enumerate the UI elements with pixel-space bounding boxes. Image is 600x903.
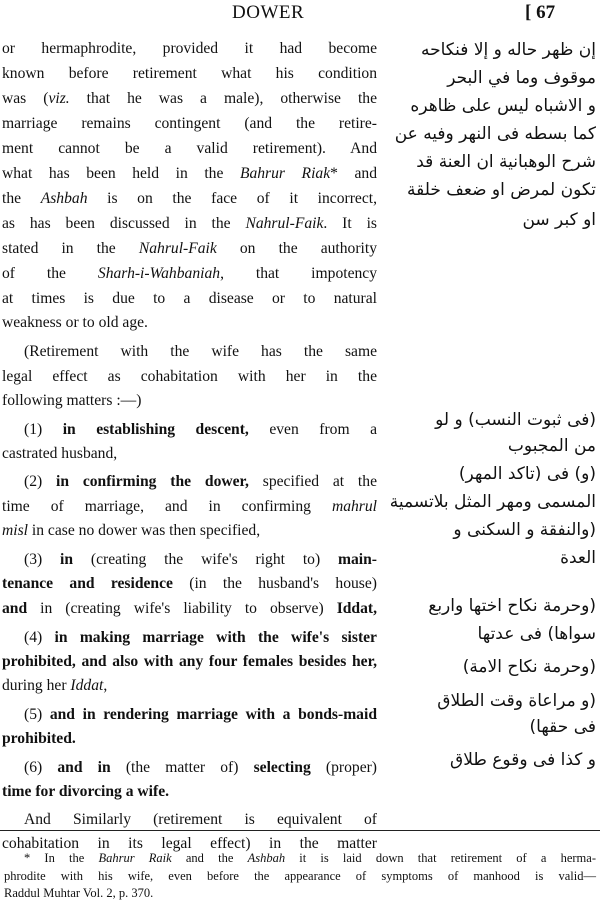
- text-run: prohibited.: [2, 730, 76, 747]
- running-title: DOWER: [232, 2, 305, 23]
- text-run: and the: [171, 851, 248, 865]
- arabic-line: إن ظهر حاله و إلا فنكاحه: [420, 40, 596, 60]
- text-line: [2, 162, 377, 186]
- text-line: [2, 650, 377, 674]
- text-run: weakness or to old age.: [2, 314, 148, 331]
- arabic-line: شرح الوهبانية ان العنة قد: [416, 152, 596, 172]
- arabic-line: (و مراعاة وقت الطلاق: [437, 691, 596, 711]
- footnote-line: [4, 885, 596, 902]
- arabic-line: سواها) فى عدتها: [477, 624, 596, 644]
- text-run: (in the husband's house): [172, 575, 377, 592]
- text-run: at times is due to a disease or to natural: [2, 290, 377, 307]
- text-run: of the: [2, 265, 98, 282]
- text-line: [2, 548, 377, 572]
- text-run: selecting: [253, 759, 311, 776]
- text-line: [2, 808, 377, 832]
- text-run: in (creating wife's liability to observe): [27, 600, 337, 617]
- text-run: main-: [338, 551, 377, 568]
- text-run: Bahrur Raik: [98, 851, 172, 865]
- text-run: (Retirement with the wife has the same: [24, 343, 377, 360]
- text-run: . It is: [323, 215, 377, 232]
- text-line: [2, 626, 377, 650]
- text-run: as has been discussed in the: [2, 215, 246, 232]
- text-run: time of marriage, and in confirming: [2, 498, 332, 515]
- text-run: phrodite with his wife, even before the appearance of symptoms of manhood is valid—: [4, 869, 596, 883]
- text-run: Ashbah: [40, 190, 88, 207]
- text-run: Sharh-i-Wahbaniah: [97, 265, 221, 282]
- text-line: [2, 470, 377, 494]
- text-line: [2, 62, 377, 86]
- text-line: [2, 212, 377, 236]
- text-run: (4): [24, 629, 55, 646]
- arabic-line: المسمى ومهر المثل بلاتسمية: [389, 492, 596, 512]
- text-run: Ashbah: [247, 851, 286, 865]
- text-line: [2, 87, 377, 111]
- text-run: And Similarly (retirement is equivalent of: [24, 811, 377, 828]
- text-run: , that impotency: [220, 265, 378, 282]
- text-run: tenance and residence: [2, 575, 173, 592]
- arabic-line: و كذا فى وقوع طلاق: [450, 750, 596, 770]
- footnote-line: [4, 850, 596, 867]
- footnote-rule: [0, 830, 600, 831]
- arabic-line: كما بسطه فى النهر وفيه عن: [394, 124, 596, 144]
- text-run: time for divorcing a wife.: [2, 783, 170, 800]
- text-line: [2, 727, 377, 751]
- text-line: [2, 311, 377, 335]
- text-run: (6): [24, 759, 58, 776]
- text-run: that he was a male), otherwise the: [69, 90, 378, 107]
- arabic-line: او كبر سن: [522, 210, 596, 230]
- text-run: in making marriage with the wife's sister: [54, 629, 377, 646]
- text-run: * and: [330, 165, 378, 182]
- arabic-line: العدة: [560, 548, 596, 568]
- arabic-line: (وحرمة نكاح اختها واربع: [428, 596, 596, 616]
- text-line: [2, 237, 377, 261]
- text-run: * In the: [24, 851, 99, 865]
- text-line: [2, 519, 377, 543]
- text-run: Nahrul-Faik: [138, 240, 217, 257]
- text-run: stated in the: [2, 240, 139, 257]
- text-run: was (: [2, 90, 49, 107]
- text-run: Nahrul-Faik: [245, 215, 324, 232]
- text-run: (3): [24, 551, 61, 568]
- text-run: (creating the wife's right to): [73, 551, 339, 568]
- text-run: and in rendering marriage with a bonds-maid: [49, 706, 377, 723]
- text-run: (the matter of): [110, 759, 254, 776]
- text-line: [2, 780, 377, 804]
- text-run: and: [2, 600, 28, 617]
- text-run: Iddat,: [336, 600, 377, 617]
- text-run: (5): [24, 706, 50, 723]
- text-run: castrated husband,: [2, 445, 118, 462]
- text-run: it is laid down that retirement of a herma-: [285, 851, 596, 865]
- text-line: [2, 37, 377, 61]
- text-run: viz.: [48, 90, 70, 107]
- text-run: in establishing descent,: [62, 421, 249, 438]
- text-run: misl: [2, 522, 28, 539]
- text-run: cohabitation in its legal effect) in the matter: [2, 835, 377, 852]
- text-run: Raddul Muhtar Vol. 2, p. 370.: [4, 886, 154, 900]
- text-run: in: [60, 551, 74, 568]
- arabic-line: تكون لمرض او ضعف خلقة: [407, 180, 596, 200]
- arabic-line: و الاشباه ليس على ظاهره: [410, 96, 596, 116]
- text-run: (2): [24, 473, 57, 490]
- text-run: (proper): [310, 759, 377, 776]
- text-run: in confirming the dower,: [56, 473, 249, 490]
- text-run: Iddat: [70, 677, 104, 694]
- text-line: [2, 365, 377, 389]
- text-line: [2, 597, 377, 621]
- text-run: (1): [24, 421, 63, 438]
- text-line: [2, 112, 377, 136]
- arabic-line: (فى ثبوت النسب) و لو: [435, 410, 596, 430]
- arabic-line: (وحرمة نكاح الامة): [462, 657, 596, 677]
- text-run: ment cannot be a valid retirement). And: [2, 140, 377, 157]
- text-run: what has been held in the: [2, 165, 240, 182]
- text-run: following matters :—): [2, 392, 142, 409]
- text-run: mahrul: [331, 498, 377, 515]
- text-run: known before retirement what his condition: [2, 65, 377, 82]
- text-line: [2, 442, 377, 466]
- text-run: on the authority: [216, 240, 378, 257]
- text-line: [2, 495, 377, 519]
- page-number: [ 67: [525, 2, 556, 23]
- text-run: during her: [2, 677, 71, 694]
- arabic-line: فى حقها): [529, 717, 596, 737]
- text-run: is on the face of it incorrect,: [87, 190, 377, 207]
- text-line: [2, 340, 377, 364]
- text-run: legal effect as cohabitation with her in the: [2, 368, 377, 385]
- footnote-line: [4, 868, 596, 885]
- text-line: [2, 756, 377, 780]
- text-run: prohibited, and also with any four females besides her,: [2, 653, 377, 670]
- text-run: and in: [57, 759, 111, 776]
- text-line: [2, 187, 377, 211]
- text-run: Bahrur Riak: [239, 165, 331, 182]
- text-line: [2, 418, 377, 442]
- text-line: [2, 572, 377, 596]
- text-line: [2, 287, 377, 311]
- text-run: ,: [103, 677, 108, 694]
- text-run: marriage remains contingent (and the retire-: [2, 115, 377, 132]
- text-line: [2, 703, 377, 727]
- text-run: in case no dower was then specified,: [28, 522, 261, 539]
- text-run: or hermaphrodite, provided it had become: [2, 40, 377, 57]
- arabic-line: موقوف وما في البحر: [447, 68, 596, 88]
- arabic-line: (و) فى (تاكد المهر): [458, 464, 596, 484]
- text-run: the: [2, 190, 41, 207]
- arabic-line: من المجبوب: [507, 436, 596, 456]
- arabic-line: (والنفقة و السكنى و: [453, 520, 596, 540]
- text-line: [2, 137, 377, 161]
- text-run: even from a: [248, 421, 377, 438]
- text-line: [2, 674, 377, 698]
- text-line: [2, 389, 377, 413]
- text-run: specified at the: [248, 473, 377, 490]
- text-line: [2, 262, 377, 286]
